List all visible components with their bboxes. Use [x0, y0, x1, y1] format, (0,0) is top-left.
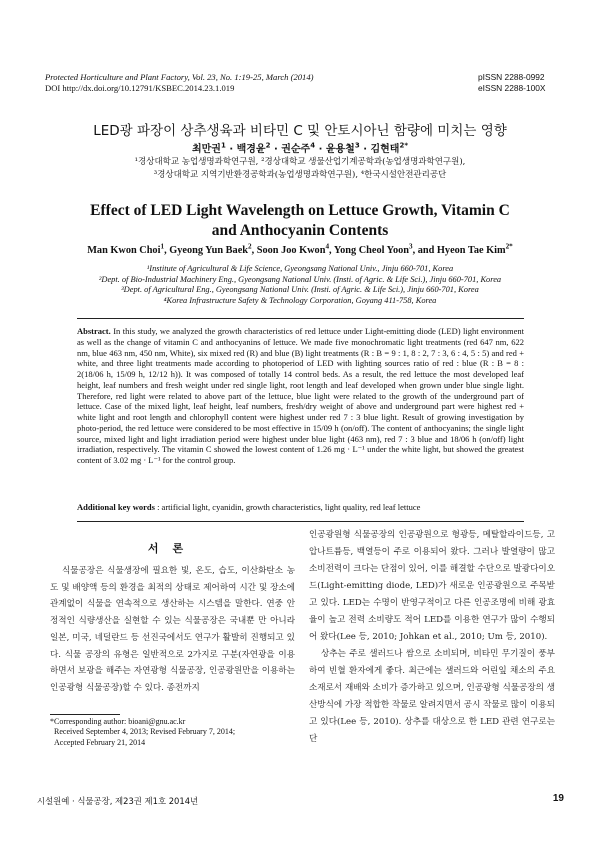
- pissn: pISSN 2288-0992: [478, 72, 545, 82]
- en-title-line-1: Effect of LED Light Wavelength on Lettuce Growth, Vitamin C: [90, 202, 510, 219]
- footnote-rule: [50, 714, 120, 715]
- korean-authors: [0, 140, 600, 155]
- en-author-5-sup: 2*: [505, 242, 513, 251]
- kr-author-3: 권순주: [281, 144, 311, 155]
- kr-aff-line-1: ¹경상대학교 농업생명과학연구원, ²경상대학교 생물산업기계공학과(농업생명과학연구원),: [134, 157, 466, 167]
- en-author-2: Gyeong Yun Baek: [169, 245, 248, 256]
- abstract-text: In this study, we analyzed the growth characteristics of red lettuce under Light-emitting diode (LED) light environment as well as the change of vitamin C and anthocyanins of lettuce. We made five monochromatic light treatments (red 647 nm, 622 nm, blue 463 nm, 450 nm, White), six mixed red (R) and blue (B) light treatments (R : B = 9 : 1, 8 : 2, 7 : 3, 6 : 4, 5 : 5) and red + white, and three light treatments made according to photoperiod of LED with lighting sources ratio of red : blue (R : B = 8 : 2(18/06 h, 15/09 h, 12/12 h)). It was composed of totally 14 control beds. As a result, the red lettuce the most developed leaf height, leaf numbers and fresh weight under red single light, root length and leaf developed when grown under blue single light. Therefore, red light were related to above part of the lettuce, blue light were related to the growth of the underground part of lettuce. Case of the mixed light, leaf height, leaf numbers, fresh/dry weight of above and underground part were highest red + white light and root length and chlorophyll content were highest under red 7 : 3 blue light. Result of growing investigation by photo-period, the red lettuce were considered to be most effective in 15/09 h (on/off). The content of anthocyanins; the single light source, mixed light and light irradiation period were highest under blue light (463 nm), red 7 : 3 blue and 18/06 h (on/off) light irradiation, respectively. The vitamin C showed the lowest content of 1.26 mg · L⁻¹ under the white light, but showed the greatest content of 3.02 mg · L⁻¹ for the control group.: [77, 326, 524, 465]
- english-affiliations: [20, 264, 580, 306]
- corresponding-author: *Corresponding author: bioani@gnu.ac.kr: [50, 717, 186, 726]
- en-author-3: Soon Joo Kwon: [256, 245, 326, 256]
- body-paragraph: 식물공장은 식물생장에 필요한 빛, 온도, 습도, 이산화탄소 농도 및 배양액 등의 환경을 최적의 상태로 제어하여 시간 및 장소에 관계없이 식물을 연속적으로 생산하는 시스템을 말한다. 연중 안정적인 식량생산을 실현할 수 있는 식물공장은 국내뿐 만 아니라 일본, 미국, 네덜란드 등 선진국에서도 연구가 활발히 진행되고 있다. 식물 공장의 유형은 일반적으로 2가지로 구분(자연광을 이용하면서 보광을 해주는 자연광형 식물공장, 인공광원만을 이용하는 인공광형 식물공장)할 수 있다. 종전까지: [50, 566, 295, 693]
- kr-author-2: 백경윤: [236, 144, 266, 155]
- kr-author-5: 김현태: [370, 144, 400, 155]
- en-aff-line-1: ¹Institute of Agricultural & Life Science, Gyeongsang National Univ., Jinju 660-701, Korea: [146, 264, 454, 273]
- journal-header: [45, 72, 425, 94]
- english-authors: Man Kwon Choi$^1$, Gyeong Yun Baek$^2$, Soon Joo Kwon$^4$, Yong Cheol Yoon$^3$, and Hyeon Tae Kim$^{2*}$: [87, 242, 513, 256]
- en-author-3-sup: 4: [325, 242, 330, 251]
- keywords: [77, 502, 524, 513]
- english-title: [70, 201, 530, 241]
- abstract-top-rule: [77, 318, 524, 319]
- journal-citation: Protected Horticulture and Plant Factory, Vol. 23, No. 1:19-25, March (2014): [45, 72, 314, 82]
- en-author-1-sup: 1: [160, 242, 165, 251]
- kr-author-4-sup: 3: [354, 141, 360, 150]
- body-column-left: [50, 563, 295, 697]
- en-aff-line-4: ⁴Korea Infrastructure Safety & Technology Corporation, Goyang 411-758, Korea: [163, 295, 437, 305]
- body-paragraph: 상추는 주로 샐러드나 쌈으로 소비되며, 비타민 무기질이 풍부하여 빈혈 환자에게 좋다. 최근에는 샐러드와 어린잎 채소의 주요 소재로서 재배와 소비가 증가하고 있으며, 인공광형 식물공장의 생산방식에 가장 적합한 작물로 알려지면서 공시 작물로 많이 이용되고 있다(Lee 등, 2010). 상추를 대상으로 한 LED 관련 연구로는 단: [309, 649, 555, 744]
- footer-journal: 시설원예 · 식물공장, 제23권 제1호 2014년: [37, 796, 199, 806]
- footnote: [50, 717, 295, 748]
- kr-author-5-sup: 2*: [399, 141, 408, 150]
- kr-author-1-sup: 1: [220, 141, 226, 150]
- en-author-1: Man Kwon Choi: [87, 245, 161, 256]
- accepted-date: Accepted February 21, 2014: [54, 737, 146, 747]
- en-author-5: Hyeon Tae Kim: [436, 245, 506, 256]
- en-author-4: Yong Cheol Yoon: [333, 245, 409, 256]
- abstract-label: Abstract.: [77, 326, 111, 336]
- kr-aff-line-2: ³경상대학교 지역기반환경공학과(농업생명과학연구원), ⁴한국시설안전관리공단: [153, 170, 447, 180]
- author-sep: ·: [225, 144, 237, 155]
- keywords-text: : artificial light, cyanidin, growth characteristics, light quality, red leaf lettuce: [154, 502, 421, 512]
- issn-block: [478, 72, 578, 94]
- section-heading-intro: 서론: [147, 542, 198, 555]
- kr-author-3-sup: 4: [310, 141, 316, 150]
- page-number: 19: [552, 793, 564, 804]
- en-author-2-sup: 2: [248, 242, 252, 251]
- kr-author-1: 최만권: [191, 144, 221, 155]
- kr-author-4: 윤용철: [325, 144, 355, 155]
- abstract-bottom-rule: [77, 521, 524, 522]
- en-author-4-sup: 3: [408, 242, 413, 251]
- korean-affiliations: [0, 156, 600, 182]
- received-dates: Received September 4, 2013; Revised February 7, 2014;: [54, 727, 236, 737]
- doi-line: DOI http://dx.doi.org/10.12791/KSBEC.2014.23.1.019: [45, 83, 235, 93]
- en-title-line-2: and Anthocyanin Contents: [211, 222, 389, 239]
- body-paragraph: 인공광원형 식물공장의 인공광원으로 형광등, 메탈할라이드등, 고압나트륨등, 백열등이 주로 이용되어 왔다. 그러나 발열량이 많고 소비전력이 크다는 단점이 있어, 이를 해결할 수단으로 발광다이오드(Light-emitting diode, LED)가 새로운 인공광원으로 주목받고 있다. LED는 수명이 반영구적이고 다른 인공조명에 비해 광효율이 높고 전력 소비량도 적어 LED를 이용한 연구가 많이 수행되어 왔다(Lee 등, 2010; Johkan et al., 2010; Um 등, 2010).: [309, 530, 555, 642]
- eissn: eISSN 2288-100X: [478, 83, 546, 93]
- en-aff-line-2: ²Dept. of Bio-Industrial Machinery Eng., Gyeongsang National Univ. (Insti. of Agric. & Life Sci.), Jinju 660-701, Korea: [98, 274, 502, 284]
- keywords-label: Additional key words: [77, 502, 155, 512]
- kr-author-2-sup: 2: [265, 141, 271, 150]
- en-aff-line-3: ³Dept. of Agricultural Eng., Gyeongsang National Univ. (Insti. of Agric. & Life Sci.), Jinju 660-701, Korea: [121, 285, 479, 295]
- abstract: [77, 326, 524, 466]
- author-sep: ·: [270, 144, 282, 155]
- author-sep: ·: [359, 144, 371, 155]
- body-column-right: [309, 527, 555, 748]
- korean-title: LED광 파장이 상추생육과 비타민 C 및 안토시아닌 함량에 미치는 영향: [93, 123, 507, 139]
- author-sep: ·: [315, 144, 326, 155]
